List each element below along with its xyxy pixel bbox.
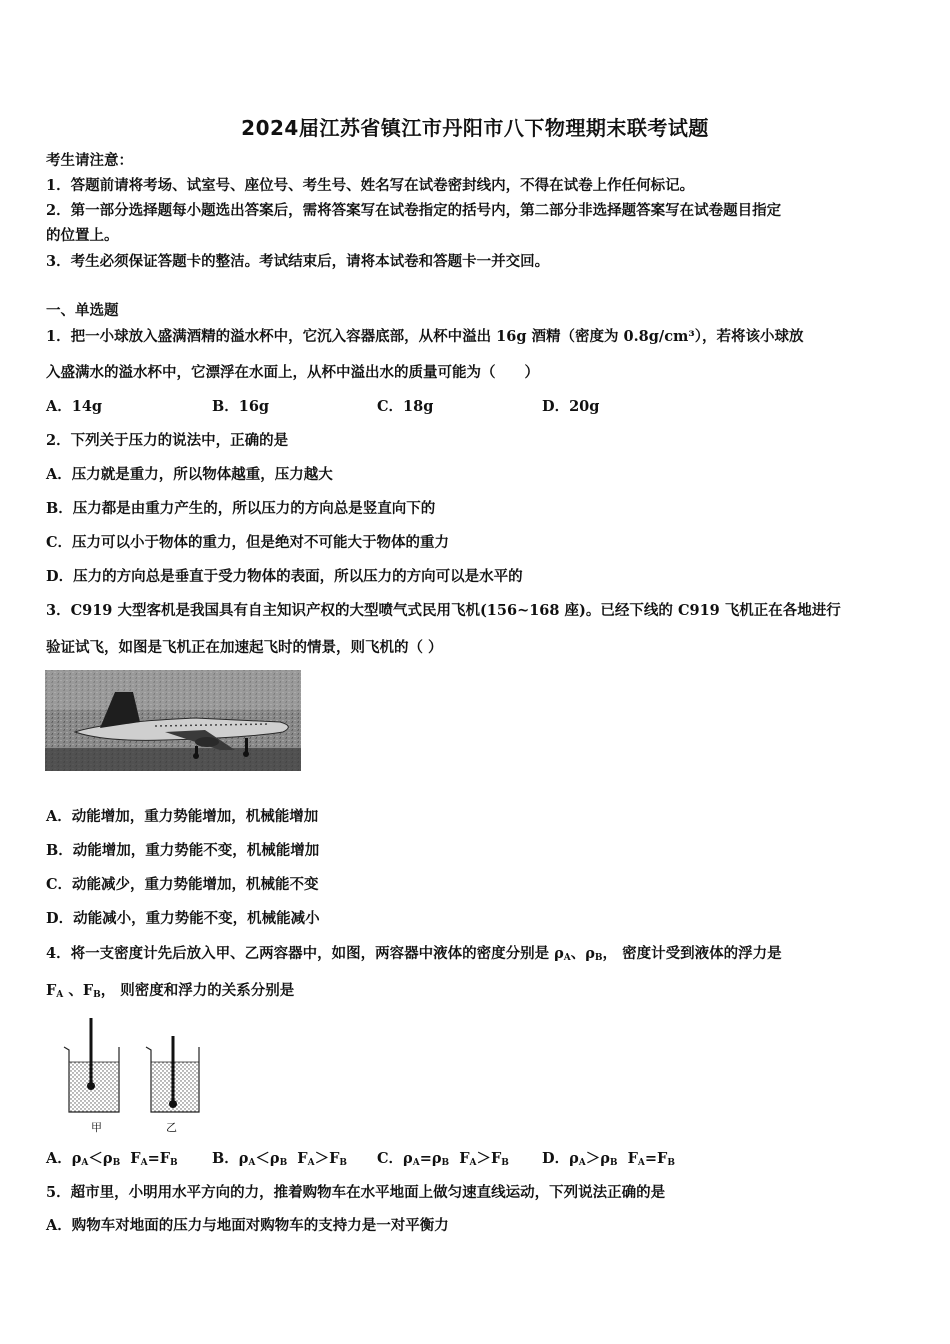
q2-option-a: A．压力就是重力，所以物体越重，压力越大 — [46, 466, 333, 483]
q4-option-c: C．$\rho_A=\rho_B$ $F_A>F_B$ — [377, 1150, 509, 1168]
q4-stem-line2: $F_A$ 、$F_B$， 则密度和浮力的关系分别是 — [46, 982, 295, 1000]
notice-item-1: 1．答题前请将考场、试室号、座位号、考生号、姓名写在试卷密封线内，不得在试卷上作任何标记。 — [46, 177, 695, 194]
q4-option-a: A．$\rho_A<\rho_B$ $F_A=F_B$ — [46, 1150, 178, 1168]
q3-stem-line2: 验证试飞，如图是飞机正在加速起飞时的情景，则飞机的（ ） — [46, 639, 443, 656]
q1-stem-line1: 1．把一小球放入盛满酒精的溢水杯中，它沉入容器底部，从杯中溢出 16g 酒精（密度为 0.8g/cm³），若将该小球放 — [46, 328, 804, 345]
figure-label-yi: 乙 — [166, 1121, 177, 1134]
q3-option-c: C．动能减少，重力势能增加，机械能不变 — [46, 876, 319, 893]
notice-item-2: 2．第一部分选择题每小题选出答案后，需将答案写在试卷指定的括号内，第二部分非选择题答案写在试卷题目指定 — [46, 202, 782, 219]
q3-option-b: B．动能增加，重力势能不变，机械能增加 — [46, 842, 320, 859]
q2-option-b: B．压力都是由重力产生的，所以压力的方向总是竖直向下的 — [46, 500, 436, 517]
q1-option-a: A．14g — [46, 398, 103, 415]
notice-item-2-cont: 的位置上。 — [46, 227, 119, 244]
notice-heading: 考生请注意： — [46, 152, 133, 169]
q2-stem: 2．下列关于压力的说法中，正确的是 — [46, 432, 289, 449]
q2-option-d: D．压力的方向总是垂直于受力物体的表面，所以压力的方向可以是水平的 — [46, 568, 523, 585]
q1-option-c: C．18g — [377, 398, 434, 415]
q1-option-b: B．16g — [212, 398, 270, 415]
notice-item-3: 3．考生必须保证答题卡的整洁。考试结束后，请将本试卷和答题卡一并交回。 — [46, 253, 550, 270]
q3-option-a: A．动能增加，重力势能增加，机械能增加 — [46, 808, 319, 825]
figure-label-jia: 甲 — [91, 1121, 102, 1134]
q4-option-d: D．$\rho_A>\rho_B$ $F_A=F_B$ — [542, 1150, 675, 1168]
q3-option-d: D．动能减小，重力势能不变，机械能减小 — [46, 910, 320, 927]
page-title: 2024届江苏省镇江市丹阳市八下物理期末联考试题 — [241, 116, 709, 140]
airplane-photo — [45, 670, 301, 771]
q2-option-c: C．压力可以小于物体的重力，但是绝对不可能大于物体的重力 — [46, 534, 450, 551]
q1-stem-line2: 入盛满水的溢水杯中，它漂浮在水面上，从杯中溢出水的质量可能为（ ） — [46, 364, 539, 381]
q4-option-b: B．$\rho_A<\rho_B$ $F_A>F_B$ — [212, 1150, 347, 1168]
q4-stem-line1: 4．将一支密度计先后放入甲、乙两容器中，如图，两容器中液体的密度分别是 $\rho_A$、$\rho_B$， 密度计受到液体的浮力是 — [46, 945, 782, 963]
q3-stem-line1: 3．C919 大型客机是我国具有自主知识产权的大型喷气式民用飞机(156~168 座)。已经下线的 C919 飞机正在各地进行 — [46, 602, 841, 619]
section-heading: 一、单选题 — [46, 302, 119, 319]
q5-stem: 5．超市里，小明用水平方向的力，推着购物车在水平地面上做匀速直线运动，下列说法正确的是 — [46, 1184, 666, 1201]
q5-option-a: A．购物车对地面的压力与地面对购物车的支持力是一对平衡力 — [46, 1217, 449, 1234]
q1-option-d: D．20g — [542, 398, 600, 415]
hydrometer-beakers-figure — [60, 1016, 210, 1116]
